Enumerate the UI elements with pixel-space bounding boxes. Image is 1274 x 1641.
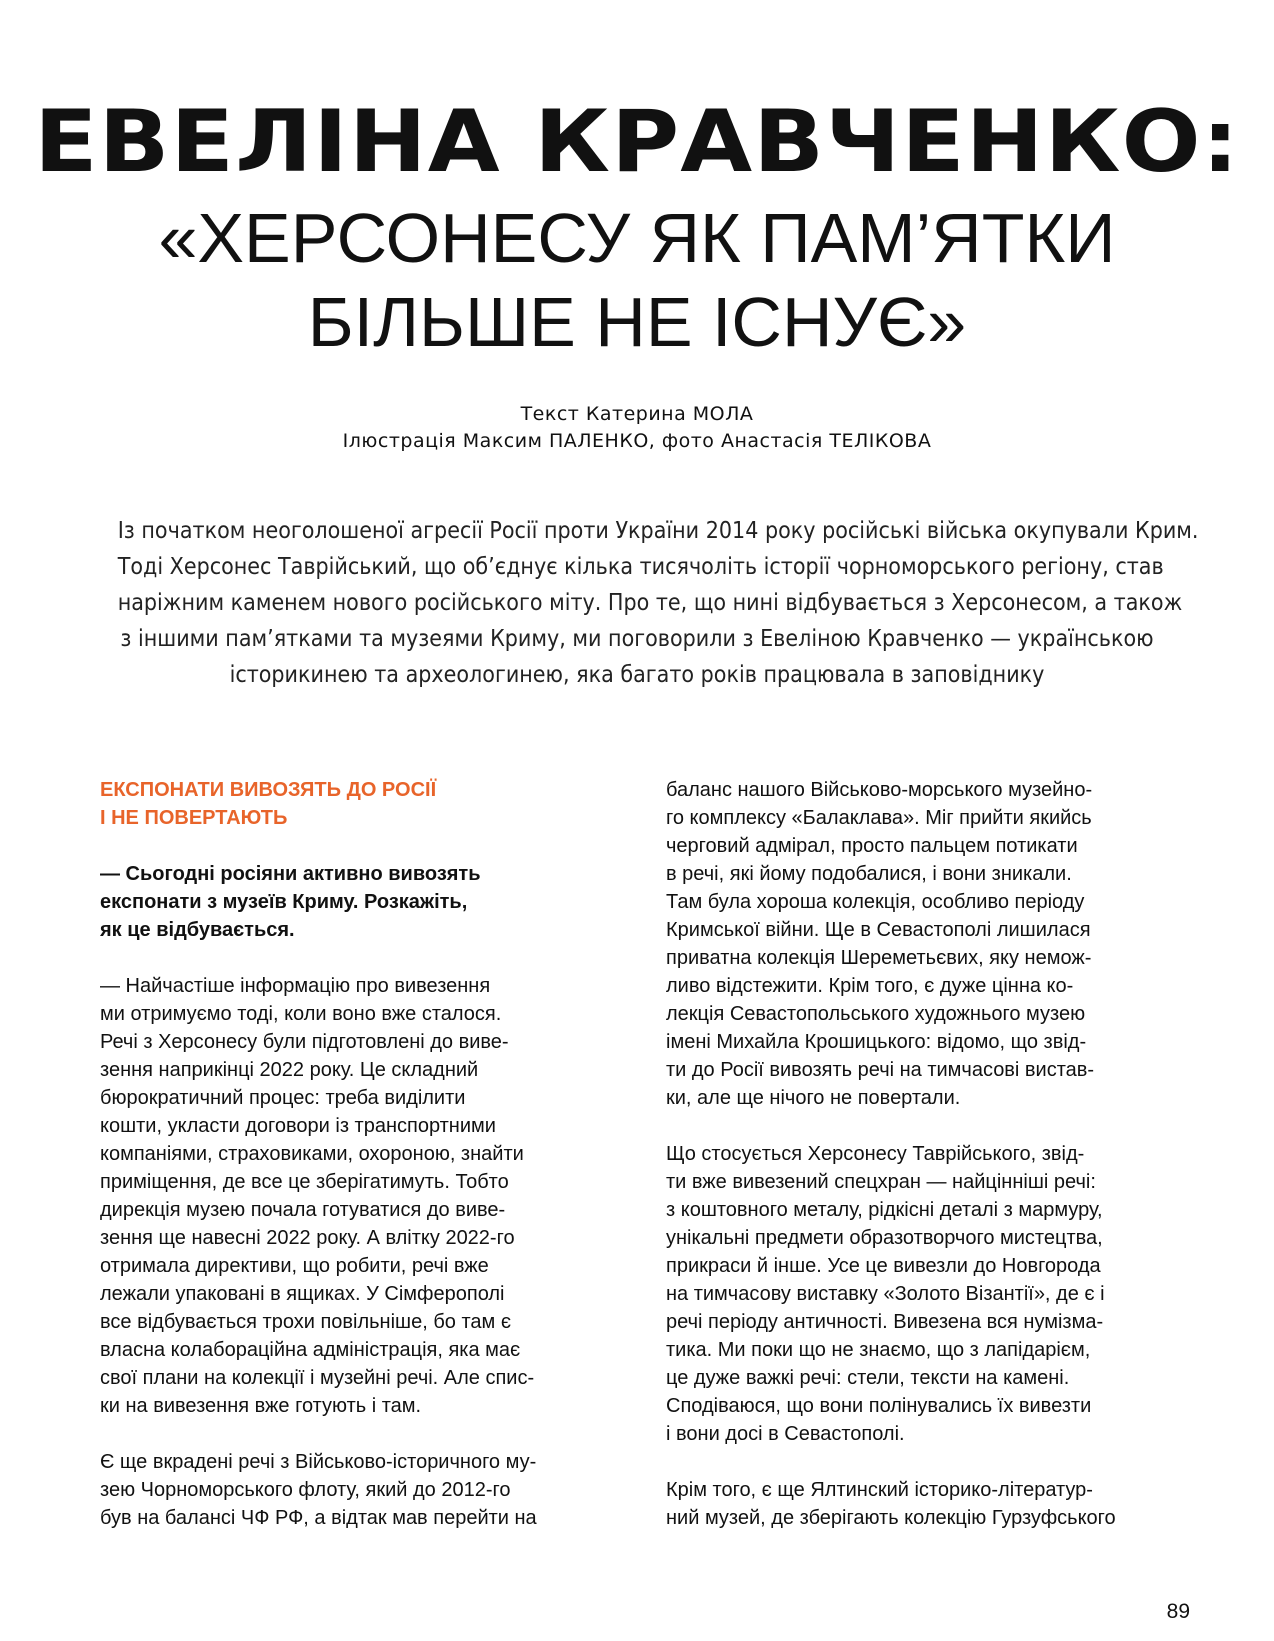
text-line: все відбувається трохи повільніше, бо там є: [100, 1311, 512, 1333]
text-line: власна колабораційна адміністрація, яка має: [100, 1339, 521, 1361]
text-line: приватна колекція Шереметьєвих, яку немож-: [666, 947, 1092, 969]
text-line: — Сьогодні росіяни активно вивозять: [100, 863, 481, 885]
lead-line: Тоді Херсонес Таврійський, що об’єднує кілька тисячоліть історії чорноморського регіону, став: [117, 554, 1164, 580]
text-line: і вони досі в Севастополі.: [666, 1423, 905, 1445]
text-line: Крім того, є ще Ялтинский історико-літератур-: [666, 1479, 1093, 1501]
text-line: свої плани на колекції і музейні речі. Але спис-: [100, 1367, 535, 1389]
article-title: ЕВЕЛІНА КРАВЧЕНКО:: [34, 92, 1240, 192]
text-line: тика. Ми поки що не знаємо, що з лапідарієм,: [666, 1339, 1091, 1361]
subtitle-line: «ХЕРСОНЕСУ ЯК ПАМ’ЯТКИ: [158, 199, 1116, 277]
text-line: дирекція музею почала готуватися до виве-: [100, 1199, 506, 1221]
text-line: лекція Севастопольського художнього музею: [666, 1003, 1086, 1025]
body-paragraph: [666, 1140, 1166, 1448]
interview-answer: [100, 972, 580, 1420]
lead-line: з іншими пам’ятками та музеями Криму, ми поговорили з Евеліною Кравченко — українською: [120, 626, 1154, 652]
paragraph-gap: [100, 1420, 580, 1448]
text-line: бюрократичний процес: треба виділити: [100, 1087, 466, 1109]
text-line: зення ще навесні 2022 року. А влітку 2022-го: [100, 1227, 515, 1249]
text-line: баланс нашого Військово-морського музейно-: [666, 779, 1093, 801]
text-line: Там була хороша колекція, особливо періоду: [666, 891, 1085, 913]
text-line: Є ще вкрадені речі з Військово-історичного му-: [100, 1451, 537, 1473]
article-lead: [60, 513, 1214, 693]
interview-question: [100, 860, 580, 944]
left-column: [100, 776, 580, 1532]
text-line: був на балансі ЧФ РФ, а відтак мав перейти на: [100, 1507, 537, 1529]
text-line: ний музей, де зберігають колекцію Гурзуфського: [666, 1507, 1116, 1529]
heading-line: І НЕ ПОВЕРТАЮТЬ: [100, 807, 288, 829]
page-number: 89: [1166, 1600, 1190, 1623]
article-credits: [0, 401, 1274, 455]
text-line: Що стосується Херсонесу Таврійського, звід-: [666, 1143, 1085, 1165]
text-line: експонати з музеїв Криму. Розкажіть,: [100, 891, 468, 913]
section-heading: [100, 776, 580, 832]
text-line: унікальні предмети образотворчого мистецтва,: [666, 1227, 1103, 1249]
text-line: — Найчастіше інформацію про вивезення: [100, 975, 491, 997]
lead-line: наріжним каменем нового російського міту. Про те, що нині відбувається з Херсонесом, а також: [117, 590, 1183, 616]
text-line: Речі з Херсонесу були підготовлені до виве-: [100, 1031, 509, 1053]
text-line: як це відбувається.: [100, 919, 295, 941]
text-line: речі періоду античності. Вивезена вся нумізма-: [666, 1311, 1104, 1333]
text-line: імені Михайла Крошицького: відомо, що звід-: [666, 1031, 1087, 1053]
text-line: приміщення, де все це зберігатимуть. Тобто: [100, 1171, 509, 1193]
paragraph-gap: [666, 1448, 1166, 1476]
body-paragraph: [100, 1448, 580, 1532]
paragraph-gap: [666, 1112, 1166, 1140]
text-line: черговий адмірал, просто пальцем потикати: [666, 835, 1078, 857]
text-line: Кримської війни. Ще в Севастополі лишилася: [666, 919, 1091, 941]
text-line: в речі, які йому подобалися, і вони зникали.: [666, 863, 1072, 885]
heading-line: ЕКСПОНАТИ ВИВОЗЯТЬ ДО РОСІЇ: [100, 779, 437, 801]
subtitle-line: БІЛЬШЕ НЕ ІСНУЄ»: [307, 283, 967, 361]
text-line: прикраси й інше. Усе це вивезли до Новгорода: [666, 1255, 1101, 1277]
text-line: на тимчасову виставку «Золото Візантії», де є і: [666, 1283, 1105, 1305]
text-line: ми отримуємо тоді, коли воно вже сталося.: [100, 1003, 502, 1025]
text-line: ти вже вивезений спецхран — найцінніші речі:: [666, 1171, 1096, 1193]
article-subtitle: [0, 196, 1274, 364]
lead-line: Із початком неоголошеної агресії Росії проти України 2014 року російські війська окупували Крим.: [117, 518, 1199, 544]
text-line: ливо відстежити. Крім того, є дуже цінна ко-: [666, 975, 1074, 997]
right-column: [666, 776, 1166, 1532]
text-line: це дуже важкі речі: стели, тексти на камені.: [666, 1367, 1070, 1389]
text-line: лежали упаковані в ящиках. У Сімферополі: [100, 1283, 505, 1305]
body-paragraph: [666, 1476, 1166, 1532]
paragraph-gap: [100, 832, 580, 860]
author-credit: Текст Катерина МОЛА: [520, 403, 754, 425]
text-line: з коштовного металу, рідкісні деталі з мармуру,: [666, 1199, 1103, 1221]
text-line: ти до Росії вивозять речі на тимчасові вистав-: [666, 1059, 1095, 1081]
text-line: зення наприкінці 2022 року. Це складний: [100, 1059, 479, 1081]
text-line: ки, але ще нічого не повертали.: [666, 1087, 961, 1109]
text-line: компаніями, страховиками, охороною, знайти: [100, 1143, 524, 1165]
text-line: отримала директиви, що робити, речі вже: [100, 1255, 489, 1277]
text-line: го комплексу «Балаклава». Міг прийти якийсь: [666, 807, 1092, 829]
paragraph-gap: [100, 944, 580, 972]
text-line: зею Чорноморського флоту, який до 2012-го: [100, 1479, 511, 1501]
text-line: кошти, укласти договори із транспортними: [100, 1115, 496, 1137]
text-line: ки на вивезення вже готують і там.: [100, 1395, 422, 1417]
illustration-credit: Ілюстрація Максим ПАЛЕНКО, фото Анастасія ТЕЛІКОВА: [342, 430, 932, 452]
body-paragraph: [666, 776, 1166, 1112]
lead-line: історикинею та археологинею, яка багато років працювала в заповіднику: [229, 662, 1045, 688]
text-line: Сподіваюся, що вони полінувались їх вивезти: [666, 1395, 1092, 1417]
